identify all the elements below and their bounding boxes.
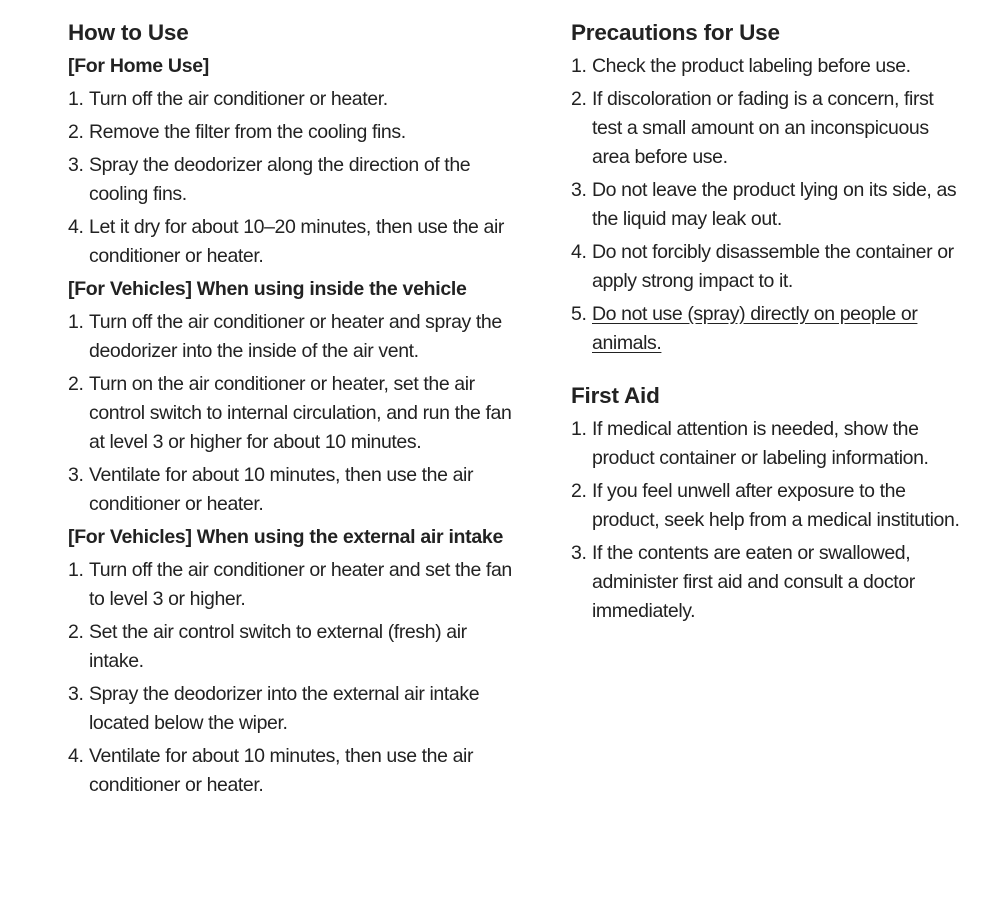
list-item: 3. Spray the deodorizer along the direction of the cooling fins. [68,154,471,205]
list-item: 1. If medical attention is needed, show the product container or labeling information. [571,418,929,469]
list-item: 2. Set the air control switch to external (fresh) air intake. [68,621,467,672]
vehicle-external-list [68,556,516,800]
home-use-list [68,85,516,271]
how-to-use-title: How to Use [68,20,189,45]
list-item: 3. Spray the deodorizer into the external air intake located below the wiper. [68,683,480,734]
list-item: 2. If you feel unwell after exposure to the product, seek help from a medical institution. [571,480,960,531]
underlined-warning: Do not use (spray) directly on people or animals. [592,303,918,354]
list-item: 2. Remove the filter from the cooling fins. [68,121,406,143]
list-item: 4. Ventilate for about 10 minutes, then use the air conditioner or heater. [68,745,474,796]
precautions-list [571,52,961,358]
precautions-title: Precautions for Use [571,20,780,45]
list-item: 2. If discoloration or fading is a concern, first test a small amount on an inconspicuous area before use. [571,88,934,168]
list-item: 2. Turn on the air conditioner or heater, set the air control switch to internal circulation, and run the fan at level 3 or higher for about 10 minutes. [68,373,512,453]
list-item: 1. Turn off the air conditioner or heater. [68,88,388,110]
vehicle-external-heading: [For Vehicles] When using the external air intake [68,526,504,548]
precautions-column [571,17,961,630]
vehicle-inside-heading: [For Vehicles] When using inside the vehicle [68,278,467,300]
list-item: 1. Check the product labeling before use. [571,55,911,77]
first-aid-title: First Aid [571,383,660,408]
home-use-heading: [For Home Use] [68,55,209,77]
first-aid-list [571,415,961,626]
how-to-use-column [68,17,516,804]
list-item: 3. Do not leave the product lying on its side, as the liquid may leak out. [571,179,957,230]
list-item: 1. Turn off the air conditioner or heater and set the fan to level 3 or higher. [68,559,512,610]
list-item: 3. Ventilate for about 10 minutes, then use the air conditioner or heater. [68,464,474,515]
list-item: 4. Let it dry for about 10–20 minutes, then use the air conditioner or heater. [68,216,504,267]
list-item: 4. Do not forcibly disassemble the container or apply strong impact to it. [571,241,954,292]
list-item: 3. If the contents are eaten or swallowed, administer first aid and consult a doctor immediately. [571,542,915,622]
list-item: 1. Turn off the air conditioner or heater and spray the deodorizer into the inside of the air vent. [68,311,502,362]
vehicle-inside-list [68,308,516,519]
list-item: 5. Do not use (spray) directly on people or animals. [571,300,961,358]
